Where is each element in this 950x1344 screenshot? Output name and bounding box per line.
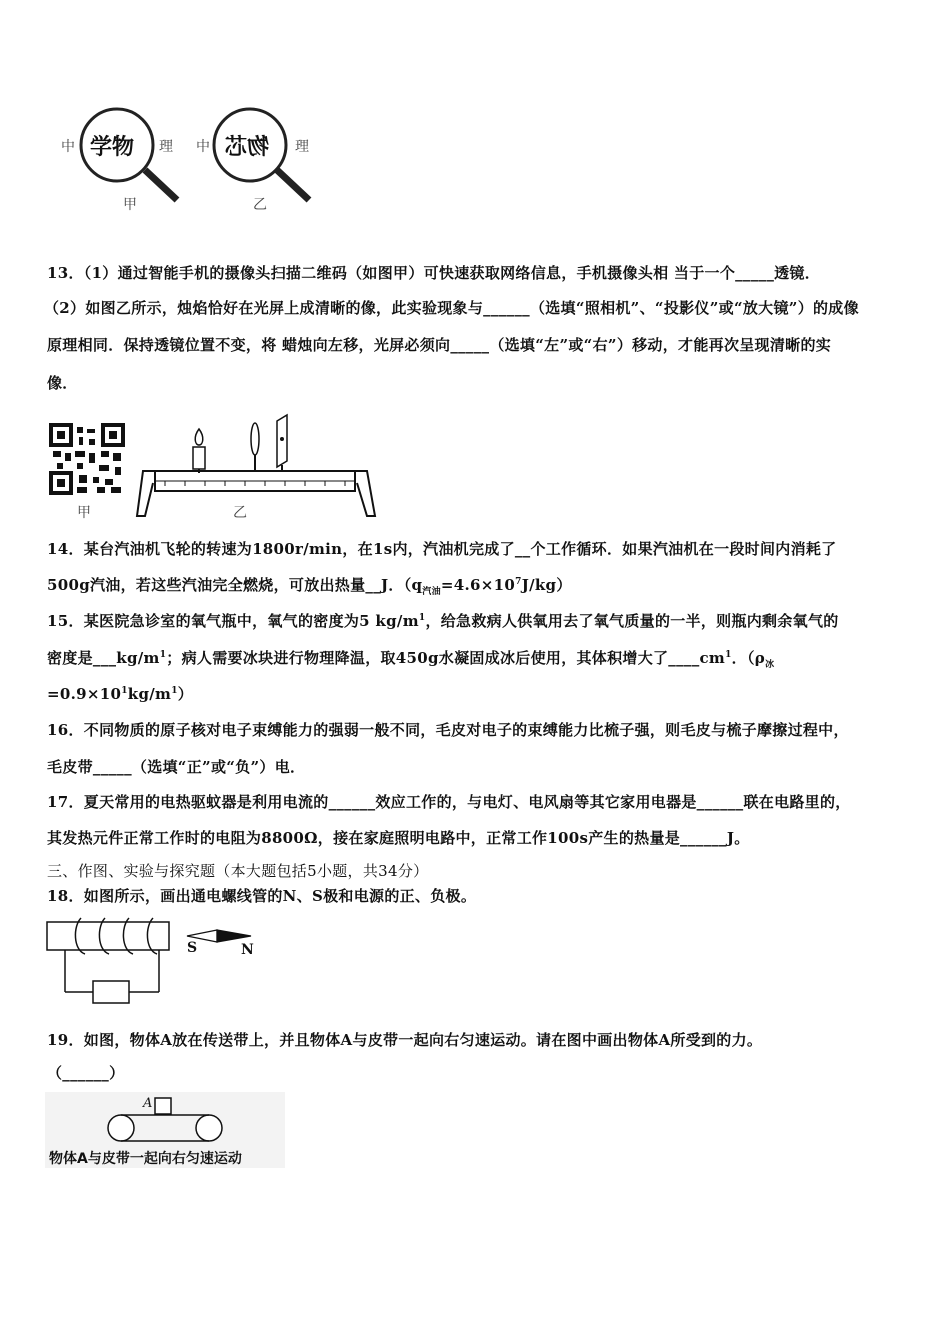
fig13-label-b: 乙 [233, 505, 247, 521]
compass-needle-n [217, 930, 251, 942]
q19-line2: （______） [47, 1064, 125, 1082]
q15-line2b: ；病人需要冰块进行物理降温，取450g水凝固成冰后使用，其体积增大了____cm [166, 649, 726, 667]
q15-line3 [47, 683, 193, 704]
fig-left-inside: 学物 [90, 135, 135, 160]
q13-line4: 像． [47, 374, 78, 392]
q15-line3b: kg/m [127, 685, 172, 703]
magnifier-figure [55, 100, 325, 220]
qr-code-icon [49, 423, 125, 495]
q15-line2 [47, 647, 774, 670]
solenoid-figure [45, 916, 275, 1006]
q13-line3: 原理相同．保持透镜位置不变，将 蜡烛向左移，光屏必须向_____（选填“左”或“右”）移动，才能再次呈现清晰的实 [47, 336, 832, 354]
q14-line1: 14．某台汽油机飞轮的转速为1800r/min，在1s内，汽油机完成了__个工作循环．如果汽油机在一段时间内消耗了 [47, 540, 837, 558]
q15-line1 [47, 610, 839, 631]
fig-left-right: 理 [159, 139, 173, 155]
fig-label-b: 乙 [253, 197, 267, 213]
handle-left [145, 170, 177, 200]
section3-title: 三、作图、实验与探究题（本大题包括5小题，共34分） [47, 862, 429, 880]
q16-line1: 16．不同物质的原子核对电子束缚能力的强弱一般不同，毛皮对电子的束缚能力比梳子强，则毛皮与梳子摩擦过程中， [47, 721, 849, 739]
q19-caption: 物体A与皮带一起向右匀速运动 [49, 1151, 242, 1167]
q14-line2c: J/kg） [521, 576, 572, 594]
conveyor-belt-diagram [45, 1092, 285, 1144]
fig-left-outside: 中 [61, 139, 75, 155]
q18-label-s: S [187, 940, 198, 956]
q14-sub: 汽油 [422, 587, 441, 597]
q15-line1b: ，给急救病人供氧用去了氧气质量的一半，则瓶内剩余氧气的 [425, 612, 839, 630]
q15-sup3: 1 [725, 650, 732, 660]
q17-line2: 其发热元件正常工作时的电阻为8800Ω，接在家庭照明电路中，正常工作100s产生的热量是______J。 [47, 829, 750, 847]
q15-sup2: 1 [159, 650, 167, 660]
q14-line2a: 500g汽油，若这些汽油完全燃烧，可放出热量__J．（q [47, 576, 423, 594]
q17-line1: 17．夏天常用的电热驱蚊器是利用电流的______效应工作的，与电灯、电风扇等其它家用电器是______联在电路里的， [47, 793, 851, 811]
fig-label-a: 甲 [123, 197, 137, 213]
fig-right-right: 理 [295, 139, 309, 155]
q15-sup1: 1 [418, 613, 426, 623]
q15-line1a: 15．某医院急诊室的氧气瓶中，氧气的密度为5 kg/m [47, 612, 419, 630]
solenoid-diagram [45, 916, 275, 1006]
q15-sub: 冰 [765, 660, 775, 670]
fig-right-outside: 中 [196, 139, 210, 155]
fig13-label-a: 甲 [77, 505, 91, 521]
q19-line1: 19．如图，物体A放在传送带上，并且物体A与皮带一起向右匀速运动。请在图中画出物体A所受到的力。 [47, 1031, 763, 1049]
q15-sup4: 1 [121, 686, 128, 696]
q18-text: 18．如图所示，画出通电螺线管的N、S极和电源的正、负极。 [47, 887, 477, 905]
fig-right-inside: 物芯 [225, 135, 270, 160]
q15-line3a: =0.9×10 [47, 685, 122, 703]
q19-label-a: A [143, 1096, 153, 1111]
optics-figure [45, 405, 385, 525]
optical-bench [135, 411, 385, 521]
q13-line1: 13．（1）通过智能手机的摄像头扫描二维码（如图甲）可快速获取网络信息，手机摄像头相 当于一个_____透镜． [47, 264, 821, 282]
q13-line2: （2）如图乙所示，烛焰恰好在光屏上成清晰的像，此实验现象与______（选填“照相机”、“投影仪”或“放大镜”）的成像 [44, 299, 859, 317]
q16-line2: 毛皮带_____（选填“正”或“负”）电． [47, 758, 306, 776]
q15-line3c: ） [177, 685, 194, 703]
q15-sup5: 1 [171, 686, 178, 696]
q15-line2c: ．（ρ [731, 649, 766, 667]
q14-line2b: =4.6×10 [440, 576, 516, 594]
conveyor-figure [45, 1092, 285, 1168]
q18-label-n: N [241, 942, 254, 958]
q14-sup: 7 [515, 577, 522, 587]
q15-line2a: 密度是___kg/m [47, 649, 160, 667]
handle-right [277, 170, 309, 200]
q14-line2 [47, 574, 572, 597]
